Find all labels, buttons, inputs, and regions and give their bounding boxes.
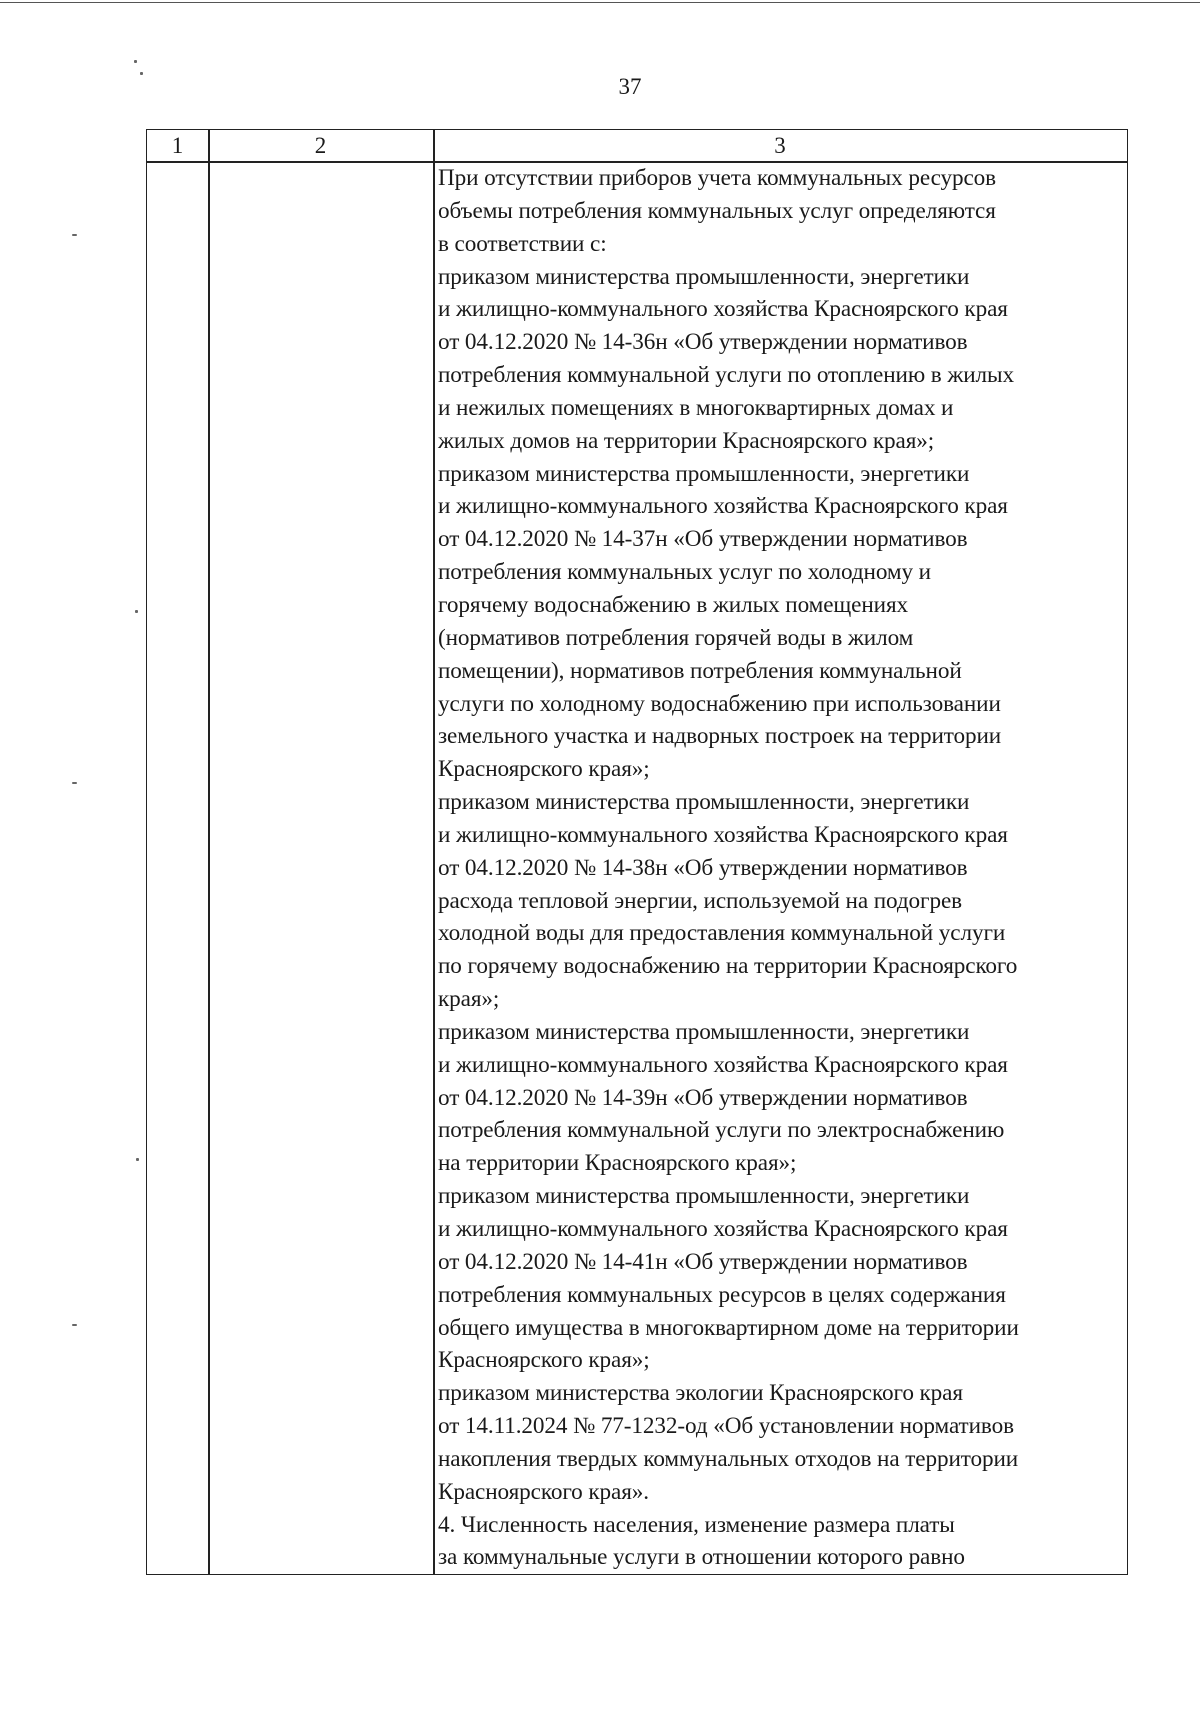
page-number: 37	[618, 74, 642, 99]
text-line: Красноярского края»;	[438, 756, 650, 783]
text-line: от 04.12.2020 № 14-41н «Об утверждении нормативов	[438, 1248, 968, 1275]
text-line: по горячему водоснабжению на территории Красноярского	[438, 953, 1018, 980]
scan-speck	[140, 72, 143, 75]
text-line: приказом министерства промышленности, энергетики	[438, 263, 970, 290]
text-line: в соответствии с:	[438, 230, 607, 257]
text-line: и жилищно-коммунального хозяйства Красноярского края	[438, 1216, 1008, 1242]
text-line: приказом министерства промышленности, энергетики	[438, 460, 970, 487]
text-line: приказом министерства экологии Красноярского края	[438, 1380, 963, 1407]
top-scan-edge	[0, 2, 1200, 3]
text-line: жилых домов на территории Красноярского края»;	[438, 427, 935, 454]
text-line: от 04.12.2020 № 14-38н «Об утверждении нормативов	[438, 854, 968, 881]
text-line: общего имущества в многоквартирном доме на территории	[438, 1314, 1019, 1341]
text-line: на территории Красноярского края»;	[438, 1150, 797, 1177]
text-line: и нежилых помещениях в многоквартирных домах и	[438, 394, 954, 421]
text-line: Красноярского края»;	[438, 1347, 650, 1374]
text-line: услуги по холодному водоснабжению при использовании	[438, 690, 1001, 717]
text-line: за коммунальные услуги в отношении которого равно	[438, 1544, 965, 1571]
scan-speck	[72, 1324, 77, 1326]
text-line: расхода тепловой энергии, используемой на подогрев	[438, 887, 962, 914]
column-3-text	[438, 162, 1128, 1574]
text-line: потребления коммунальных услуг по холодному и	[438, 559, 931, 586]
text-line: При отсутствии приборов учета коммунальных ресурсов	[438, 165, 997, 191]
scan-speck	[135, 610, 138, 613]
column-divider-1	[208, 130, 210, 1574]
scan-speck	[136, 1158, 139, 1161]
text-line: и жилищно-коммунального хозяйства Красноярского края	[438, 493, 1008, 520]
text-line: 4. Численность населения, изменение размера платы	[438, 1511, 955, 1538]
text-line: приказом министерства промышленности, энергетики	[438, 1018, 970, 1045]
text-line: объемы потребления коммунальных услуг определяются	[438, 197, 996, 224]
text-line: края»;	[438, 986, 500, 1013]
text-line: и жилищно-коммунального хозяйства Красноярского края	[438, 1051, 1008, 1078]
column-header-3: 3	[774, 133, 786, 158]
text-line: холодной воды для предоставления коммунальной услуги	[438, 920, 1006, 947]
text-line: от 04.12.2020 № 14-37н «Об утверждении нормативов	[438, 526, 968, 553]
column-header-2: 2	[314, 133, 327, 158]
document-table	[146, 129, 1128, 1575]
column-divider-2	[433, 130, 435, 1574]
text-line: накопления твердых коммунальных отходов на территории	[438, 1445, 1019, 1472]
text-line: потребления коммунальной услуги по отоплению в жилых	[438, 362, 1015, 389]
text-line: от 04.12.2020 № 14-36н «Об утверждении нормативов	[438, 329, 968, 356]
scan-speck	[72, 234, 77, 236]
text-line: и жилищно-коммунального хозяйства Красноярского края	[438, 821, 1008, 848]
text-line: потребления коммунальной услуги по электроснабжению	[438, 1117, 1005, 1144]
text-line: горячему водоснабжению в жилых помещениях	[438, 591, 909, 618]
text-line: земельного участка и надворных построек на территории	[438, 723, 1002, 750]
scan-speck	[72, 782, 77, 784]
text-line: от 04.12.2020 № 14-39н «Об утверждении нормативов	[438, 1084, 968, 1111]
text-line: (нормативов потребления горячей воды в жилом	[438, 624, 914, 651]
text-line: и жилищно-коммунального хозяйства Красноярского края	[438, 296, 1008, 323]
text-line: приказом министерства промышленности, энергетики	[438, 1183, 970, 1210]
text-line: приказом министерства промышленности, энергетики	[438, 789, 970, 816]
text-line: помещении), нормативов потребления коммунальной	[438, 657, 962, 684]
text-line: от 14.11.2024 № 77-1232-од «Об установлении нормативов	[438, 1413, 1014, 1440]
text-line: потребления коммунальных ресурсов в целях содержания	[438, 1281, 1006, 1308]
column-header-1: 1	[171, 133, 184, 158]
text-line: Красноярского края».	[438, 1478, 649, 1505]
scan-speck	[134, 60, 137, 63]
